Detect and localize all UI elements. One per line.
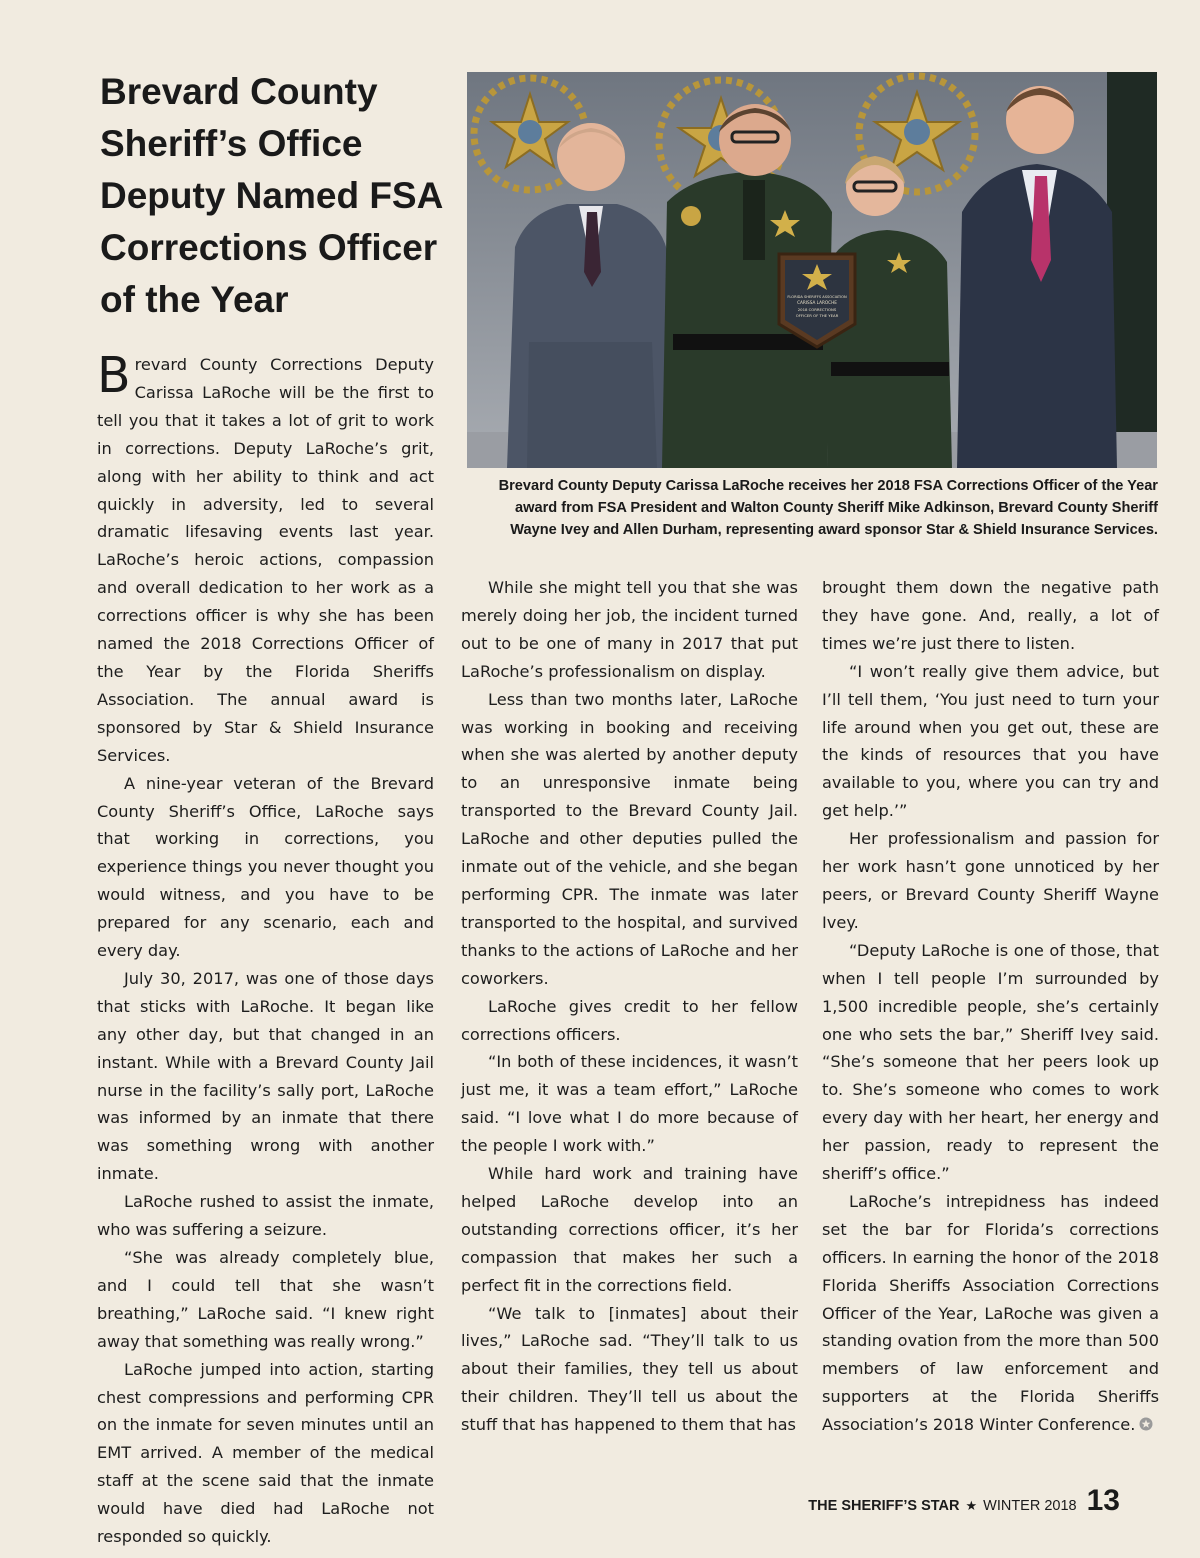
paragraph: Less than two months later, LaRoche was working in booking and receiving when she was alerted by another deputy to an unresponsive inmate being transported to the Brevard County Jail. LaRoche and other deputies pulled the inmate out of the vehicle, and she began performing CPR. The inmate was later transported to the hospital, and survived thanks to the actions of LaRoche and her coworkers. xyxy=(461,689,798,988)
paragraph: A nine-year veteran of the Brevard County Sheriff’s Office, LaRoche says that working in corrections, you experience things you never thought you would witness, and you have to be prepared for any scenario, each and every day. xyxy=(97,773,434,961)
award-photo xyxy=(467,72,1157,468)
dropcap: B xyxy=(97,347,131,404)
paragraph: “I won’t really give them advice, but I’ll tell them, ‘You just need to turn your life around when you get out, these are the kinds of resources that you have available to you, where you can try and get help.’” xyxy=(822,661,1159,821)
paragraph: July 30, 2017, was one of those days that sticks with LaRoche. It began like any other day, but that changed in an instant. While with a Brevard County Jail nurse in the facility’s sally port, LaRoche was informed by an inmate that there was something wrong with another inmate. xyxy=(97,968,434,1184)
paragraph: Her professionalism and passion for her work hasn’t gone unnoticed by her peers, or Brevard County Sheriff Wayne Ivey. xyxy=(822,829,1159,932)
paragraph: LaRoche jumped into action, starting chest compressions and performing CPR on the inmate for seven minutes until an EMT arrived. A member of the medical staff at the scene said that the inmate would have died had LaRoche not responded so quickly. xyxy=(97,1359,434,1547)
paragraph: LaRoche’s intrepidness has indeed set the bar for Florida’s corrections officers. In earning the honor of the 2018 Florida Sheriffs Association Corrections Officer of the Year, LaRoche was given a standing ovation from the more than 500 members of law enforcement and supporters at the Florida Sheriffs Association’s 2018 Winter Conference. xyxy=(822,1191,1159,1435)
end-mark-star-icon xyxy=(1139,1417,1153,1431)
page-footer xyxy=(808,1484,1120,1518)
photo-caption: Brevard County Deputy Carissa LaRoche receives her 2018 FSA Corrections Officer of the Year award from FSA President and Walton County Sheriff Mike Adkinson, Brevard County Sheriff Wayne Ivey and Allen Durham, representing award sponsor Star & Shield Insurance Services. xyxy=(498,478,1158,538)
article-column-3 xyxy=(822,574,1159,1439)
paragraph: “We talk to [inmates] about their lives,” LaRoche sad. “They’ll talk to us about their families, they tell us about their children. They’ll tell us about the stuff that has happened to them that has xyxy=(461,1303,798,1435)
paragraph: While hard work and training have helped LaRoche develop into an outstanding corrections officer, it’s her compassion that makes her such a perfect fit in the corrections field. xyxy=(461,1164,798,1295)
plaque-line-2: CARISSA LAROCHE xyxy=(797,300,837,305)
paragraph: LaRoche rushed to assist the inmate, who was suffering a seizure. xyxy=(97,1192,434,1240)
plaque-line-3: 2018 CORRECTIONS xyxy=(797,307,837,312)
issue-season: WINTER 2018 xyxy=(983,1498,1077,1514)
award-photo-illustration xyxy=(467,72,1157,468)
paragraph: “Deputy LaRoche is one of those, that when I tell people I’m surrounded by 1,500 incredible people, she’s certainly one who sets the bar,” Sheriff Ivey said. “She’s someone that her peers look up to. She’s someone who comes to work every day with her heart, her energy and her passion, ready to represent the sheriff’s office.” xyxy=(822,940,1159,1184)
plaque-line-4: OFFICER OF THE YEAR xyxy=(795,313,839,318)
paragraph: LaRoche gives credit to her fellow corrections officers. xyxy=(461,996,798,1044)
article-column-1 xyxy=(97,347,434,1551)
paragraph: “She was already completely blue, and I could tell that she wasn’t breathing,” LaRoche said. “I knew right away that something was really wrong.” xyxy=(97,1248,434,1351)
footer-star-icon: ★ xyxy=(965,1498,978,1513)
paragraph: “In both of these incidences, it wasn’t just me, it was a team effort,” LaRoche said. “I love what I do more because of the people I work with.” xyxy=(461,1052,798,1156)
paragraph: Brevard County Corrections Deputy Carissa LaRoche will be the first to tell you that it takes a lot of grit to work in corrections. Deputy LaRoche’s grit, along with her ability to think and act quickly in adversity, led to several dramatic lifesaving events last year. LaRoche’s heroic actions, compassion and overall dedication to her work as a corrections officer is why she has been named the 2018 Corrections Officer of the Year by the Florida Sheriffs Association. The annual award is sponsored by Star & Shield Insurance Services. xyxy=(97,347,434,765)
page-number: 13 xyxy=(1086,1484,1120,1517)
plaque-line-1: FLORIDA SHERIFFS ASSOCIATION xyxy=(787,295,847,299)
article-column-2 xyxy=(461,574,798,1439)
paragraph: While she might tell you that she was merely doing her job, the incident turned out to be one of many in 2017 that put LaRoche’s professionalism on display. xyxy=(461,578,798,681)
publication-name: THE SHERIFF’S STAR xyxy=(808,1498,960,1514)
paragraph: brought them down the negative path they have gone. And, really, a lot of times we’re just there to listen. xyxy=(822,578,1159,653)
article-headline: Brevard County Sheriff’s Office Deputy Named FSA Corrections Officer of the Year xyxy=(100,71,442,320)
